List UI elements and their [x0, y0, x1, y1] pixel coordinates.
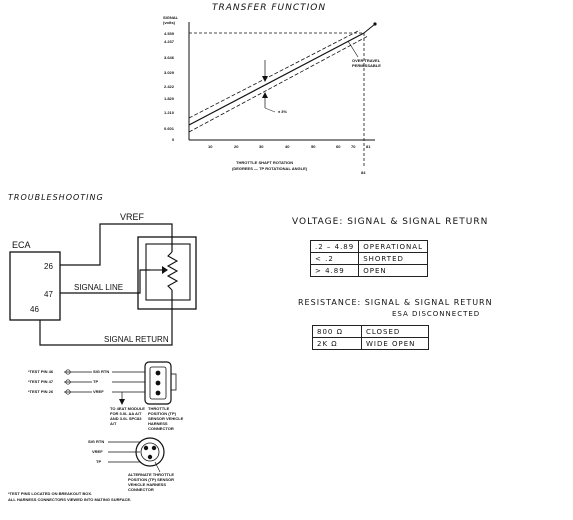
resistance-subtitle: ESA DISCONNECTED	[392, 310, 481, 318]
tp-sensor-connector-label: THROTTLE POSITION (TP) SENSOR VEHICLE HARNESS CONNECTOR	[148, 406, 184, 431]
resistance-state: CLOSED	[362, 326, 429, 338]
y-tick-label: 4.237	[164, 39, 175, 44]
over-travel-annotation: OVER TRAVEL PERMISSABLE	[352, 58, 381, 68]
x-tick-label: 40	[285, 144, 290, 149]
voltage-value: .2 – 4.89	[311, 241, 359, 253]
chart-xlabel-units: (DEGREES — TP ROTATIONAL ANGLE)	[232, 166, 308, 171]
test-pin-47-label: *TEST PIN 47	[28, 379, 54, 384]
voltage-state: OPERATIONAL	[359, 241, 428, 253]
test-pin-46-label: *TEST PIN 46	[28, 369, 54, 374]
eca-label: ECA	[12, 240, 31, 250]
pin-47-label: 47	[44, 290, 53, 299]
wire-label: TP	[93, 379, 99, 384]
test-pin-26-label: *TEST PIN 26	[28, 389, 54, 394]
x-marker-label: 84	[361, 170, 366, 175]
footnote-line-1: *TEST PINS LOCATED ON BREAKOUT BOX.	[8, 491, 93, 496]
y-tick-label: 4.539	[164, 31, 175, 36]
x-tick-label: 50	[311, 144, 316, 149]
chart-ylabel: SIGNAL (volts)	[163, 15, 179, 25]
signal-return-label: SIGNAL RETURN	[104, 335, 169, 344]
pin-46-label: 46	[30, 305, 39, 314]
tolerance-annotation: ± 3%	[278, 109, 288, 114]
y-tick-label: 2.422	[164, 84, 175, 89]
alt-wire-label: TP	[96, 459, 102, 464]
voltage-state: OPEN	[359, 265, 428, 277]
voltage-title: VOLTAGE: SIGNAL & SIGNAL RETURN	[292, 217, 489, 227]
signal-line-label: SIGNAL LINE	[74, 283, 124, 292]
x-tick-label: 30	[259, 144, 264, 149]
x-tick-label: 20	[234, 144, 239, 149]
y-tick-label: 1.820	[164, 96, 175, 101]
voltage-value: > 4.89	[311, 265, 359, 277]
resistance-value: 800 Ω	[313, 326, 362, 338]
chart-xlabel: THROTTLE SHAFT ROTATION	[236, 160, 294, 165]
resistance-title: RESISTANCE: SIGNAL & SIGNAL RETURN	[298, 298, 493, 307]
voltage-state: SHORTED	[359, 253, 428, 265]
voltage-value: < .2	[311, 253, 359, 265]
y-tick-label: 3.029	[164, 70, 175, 75]
alternate-connector-label: ALTERNATE THROTTLE POSITION (TP) SENSOR VEHICLE HARNESS CONNECTOR	[128, 472, 175, 492]
x-tick-label: 70	[351, 144, 356, 149]
x-tick-label: 81	[366, 144, 371, 149]
to-module-note: TO 4EAT MODULE FOR 3.0L AA A/T AND 3.0L SPC83 A/T	[110, 406, 145, 426]
pin-26-label: 26	[44, 262, 53, 271]
resistance-state: WIDE OPEN	[362, 338, 429, 350]
x-tick-label: 10	[208, 144, 213, 149]
footnote-line-2: ALL HARNESS CONNECTORS VIEWED INTO MATING SURFACE.	[8, 497, 132, 502]
y-tick-label: 3.646	[164, 55, 175, 60]
transfer-function-title: TRANSFER FUNCTION	[212, 3, 327, 13]
y-tick-label: 0.601	[164, 126, 175, 131]
troubleshooting-title: TROUBLESHOOTING	[8, 193, 104, 202]
y-tick-label: 1.210	[164, 110, 175, 115]
resistance-value: 2K Ω	[313, 338, 362, 350]
wire-label: VREF	[93, 389, 104, 394]
wire-label: SIG RTN	[93, 369, 110, 374]
y-tick-label: 0	[172, 137, 175, 142]
vref-label: VREF	[120, 212, 145, 222]
alternate-tp-connector	[136, 438, 164, 466]
alt-wire-label: VREF	[92, 449, 103, 454]
alt-wire-label: SIG RTN	[88, 439, 105, 444]
x-tick-label: 60	[336, 144, 341, 149]
